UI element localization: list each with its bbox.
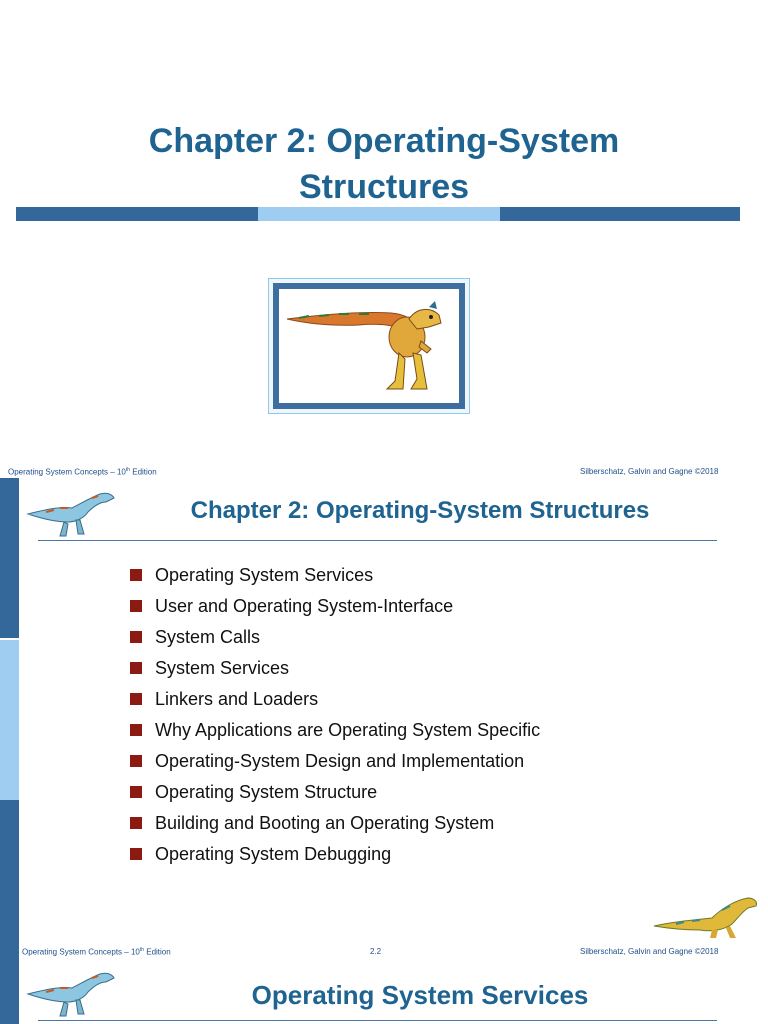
slide2-footer-right: Silberschatz, Galvin and Gagne ©2018 [580,947,719,956]
list-item: Linkers and Loaders [130,687,690,718]
slide1-footer-left: Operating System Concepts – 10th Edition [8,467,157,477]
bullet-square-icon [130,848,142,860]
title-bar-right [500,207,740,221]
list-item: Operating System Structure [130,780,690,811]
list-item: System Services [130,656,690,687]
slide1-title-line1: Chapter 2: Operating-System [148,122,620,160]
bullet-square-icon [130,693,142,705]
bullet-square-icon [130,755,142,767]
sidebar-segment-bottom [0,800,19,1024]
sidebar-segment-top [0,478,19,638]
dinosaur-logo-icon-2 [26,964,118,1020]
slide2-title-rule [38,540,717,541]
list-item: Building and Booting an Operating System [130,811,690,842]
list-item: User and Operating System-Interface [130,594,690,625]
dinosaur-image-frame [268,278,470,414]
sidebar-segment-middle [0,640,19,800]
dinosaur-logo-icon [26,484,118,540]
slide1-footer-right: Silberschatz, Galvin and Gagne ©2018 [580,467,719,476]
dinosaur-corner-icon [652,892,762,940]
title-bar-middle [258,207,500,221]
slide1-title-line2: Structures [298,168,470,206]
list-item: Operating System Debugging [130,842,690,873]
bullet-square-icon [130,662,142,674]
bullet-square-icon [130,569,142,581]
slide3-title-rule [38,1020,717,1021]
list-item: System Calls [130,625,690,656]
list-item: Operating-System Design and Implementation [130,749,690,780]
dinosaur-illustration [279,289,459,401]
bullet-square-icon [130,724,142,736]
bullet-square-icon [130,600,142,612]
list-item: Why Applications are Operating System Specific [130,718,690,749]
slide1-title [0,118,768,210]
list-item: Operating System Services [130,563,690,594]
slide2-page-number: 2.2 [370,947,382,956]
bullet-square-icon [130,817,142,829]
slide3-title: Operating System Services [251,980,589,1010]
slide2-footer-left: Operating System Concepts – 10th Edition [22,947,171,957]
bullet-square-icon [130,786,142,798]
bullet-square-icon [130,631,142,643]
topics-list [130,563,690,873]
slide2-title: Chapter 2: Operating-System Structures [190,497,650,524]
title-bar-left [16,207,258,221]
